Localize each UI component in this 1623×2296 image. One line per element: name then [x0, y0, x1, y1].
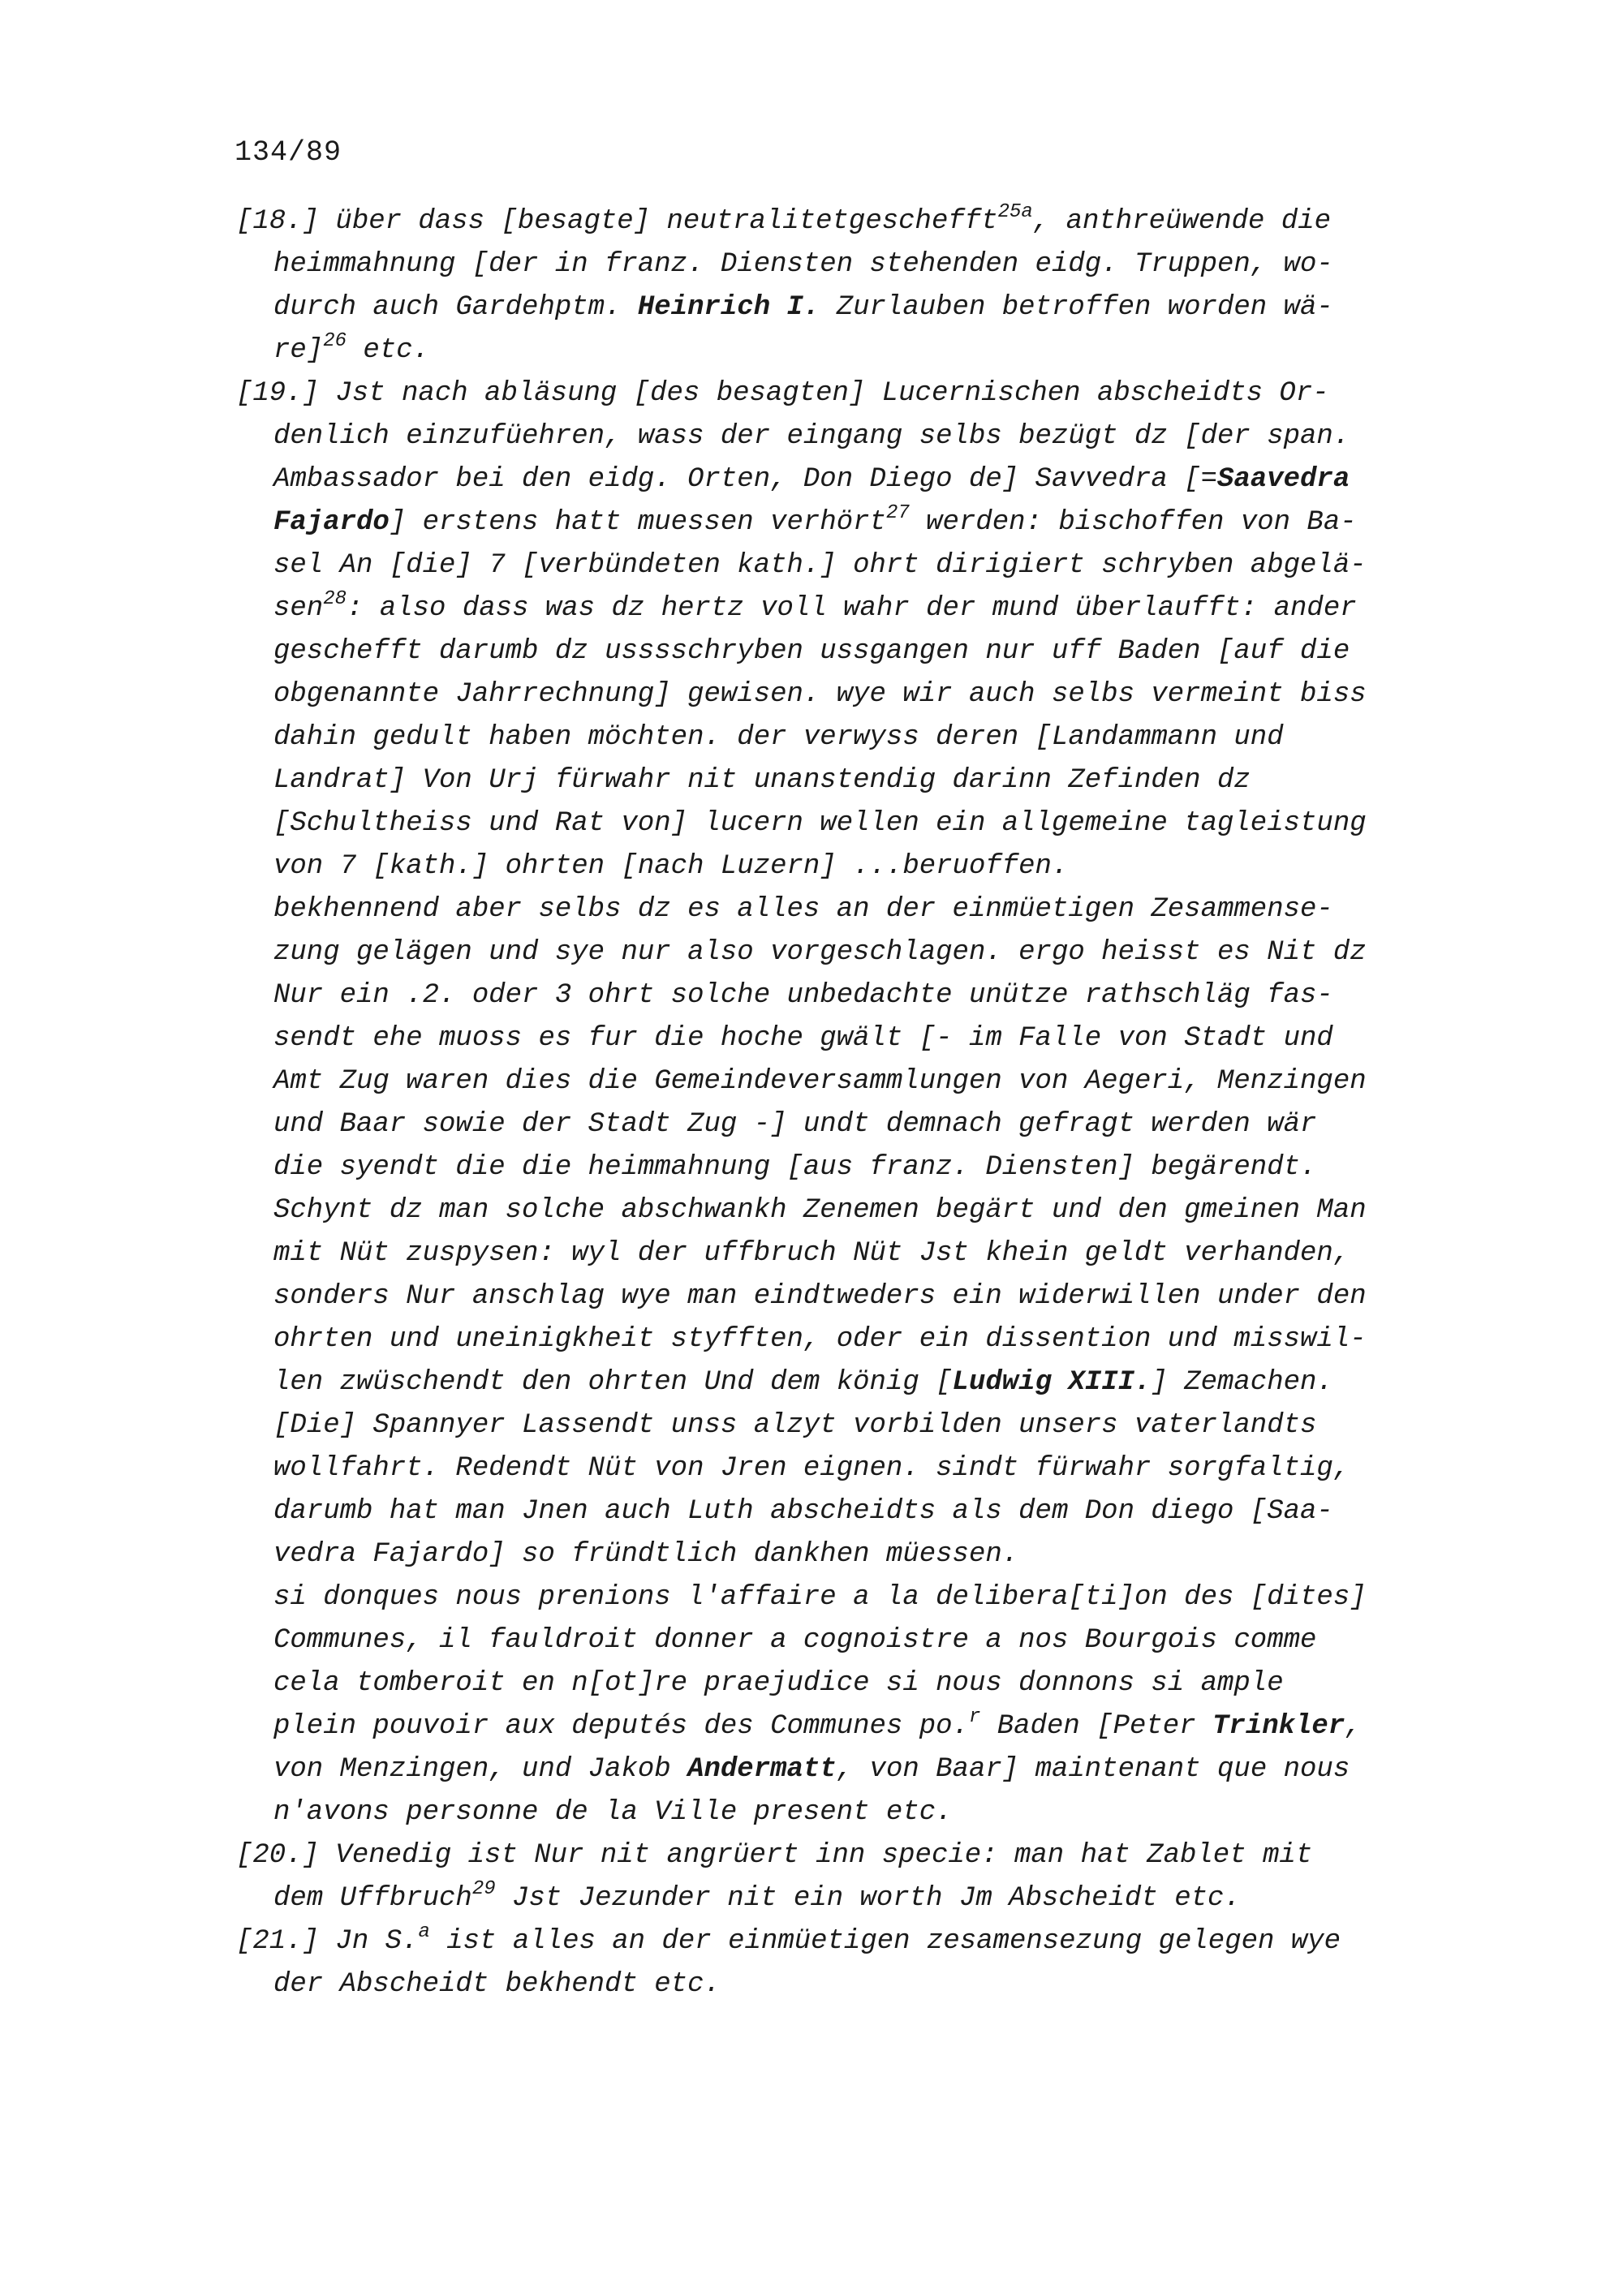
text-line: [236, 759, 1490, 802]
page-number: 134/89: [235, 136, 342, 169]
text-run: [Die] Spannyer Lassendt unss alzyt vorbilden unsers vaterlandts: [273, 1410, 1317, 1441]
text-run: [18.] über dass [besagte] neutralitetgeschefft: [236, 206, 998, 237]
text-run: ] Zemachen.: [1151, 1367, 1333, 1398]
footnote-marker: a: [418, 1921, 430, 1943]
bold-name: Andermatt: [687, 1754, 837, 1785]
text-run: Ambassador bei den eidg. Orten, Don Diego de] Savvedra [=: [273, 464, 1217, 495]
text-run: [19.] Jst nach abläsung [des besagten] Lucernischen abscheidts Or-: [236, 378, 1329, 409]
text-run: zung gelägen und sye nur also vorgeschlagen. ergo heisst es Nit dz: [273, 937, 1367, 968]
paragraph-entry: [236, 1834, 1490, 1920]
text-line: [236, 1275, 1490, 1318]
footnote-marker: r: [968, 1706, 981, 1728]
text-line: [236, 1490, 1490, 1533]
text-run: wollfahrt. Redendt Nüt von Jren eignen. sindt fürwahr sorgfaltig,: [273, 1453, 1350, 1484]
text-run: der Abscheidt bekhendt etc.: [273, 1969, 721, 2000]
bold-name: Fajardo: [273, 507, 390, 538]
text-run: darumb hat man Jnen auch Luth abscheidts als dem Don diego [Saa-: [273, 1496, 1333, 1527]
text-line: [236, 1103, 1490, 1146]
text-line: [236, 1748, 1490, 1791]
text-run: durch auch Gardehptm.: [273, 292, 638, 323]
footnote-marker: 25a: [997, 201, 1033, 223]
text-run: Communes, il fauldroit donner a cognoistre a nos Bourgois comme: [273, 1625, 1317, 1656]
text-run: Landrat] Von Urj fürwahr nit unanstendig darinn Zefinden dz: [273, 765, 1251, 796]
text-run: sel An [die] 7 [verbündeten kath.] ohrt dirigiert schryben abgelä-: [273, 550, 1367, 581]
text-run: Baden [Peter: [980, 1711, 1213, 1742]
text-run: von Menzingen, und Jakob: [273, 1754, 688, 1785]
text-run: n'avons personne de la Ville present etc.: [273, 1797, 953, 1828]
text-line: [236, 1146, 1490, 1189]
text-line: [236, 1318, 1490, 1361]
text-line: [236, 1060, 1490, 1103]
text-line: [236, 1834, 1490, 1877]
text-run: sonders Nur anschlag wye man eindtweders ein widerwillen under den: [273, 1281, 1367, 1312]
text-run: werden: bischoffen von Ba-: [909, 507, 1357, 538]
text-run: : also dass was dz hertz voll wahr der mund überlaufft: ander: [347, 593, 1357, 624]
text-line: [236, 974, 1490, 1017]
text-line: [236, 1232, 1490, 1275]
text-line: [236, 1361, 1490, 1404]
bold-name: Trinkler: [1212, 1711, 1345, 1742]
text-run: sendt ehe muoss es fur die hoche gwält [- im Falle von Stadt und: [273, 1023, 1333, 1054]
text-line: [236, 1705, 1490, 1748]
text-line: [236, 415, 1490, 458]
text-line: [236, 1189, 1490, 1232]
text-run: obgenannte Jahrrechnung] gewisen. wye wir auch selbs vermeint biss: [273, 679, 1367, 710]
text-line: [236, 630, 1490, 673]
text-line: [236, 329, 1490, 372]
text-line: [236, 888, 1490, 931]
text-run: Zurlauben betroffen worden wä-: [820, 292, 1333, 323]
text-run: denlich einzufüehren, wass der eingang selbs bezügt dz [der span.: [273, 421, 1350, 452]
text-run: ist alles an der einmüetigen zesamensezung gelegen wye: [429, 1926, 1341, 1957]
text-line: [236, 243, 1490, 286]
text-run: Amt Zug waren dies die Gemeindeversammlungen von Aegeri, Menzingen: [273, 1066, 1367, 1097]
text-line: [236, 1447, 1490, 1490]
text-run: ] erstens hatt muessen verhört: [389, 507, 886, 538]
text-run: dem Uffbruch: [273, 1883, 472, 1914]
text-line: [236, 200, 1490, 243]
text-line: [236, 1404, 1490, 1447]
text-line: [236, 802, 1490, 845]
text-run: len zwüschendt den ohrten Und dem könig [: [273, 1367, 953, 1398]
text-line: [236, 458, 1490, 501]
text-line: [236, 1791, 1490, 1834]
text-line: [236, 1877, 1490, 1920]
bold-name: Saavedra: [1217, 464, 1350, 495]
text-run: cela tomberoit en n[ot]re praejudice si nous donnons si ample: [273, 1668, 1284, 1699]
text-line: [236, 544, 1490, 587]
text-line: [236, 931, 1490, 974]
text-run: plein pouvoir aux deputés des Communes po.: [273, 1711, 969, 1742]
text-run: dahin gedult haben möchten. der verwyss deren [Landammann und: [273, 722, 1284, 753]
footnote-marker: 29: [471, 1878, 496, 1900]
footnote-marker: 27: [885, 502, 910, 524]
footnote-marker: 28: [323, 588, 347, 610]
text-run: von 7 [kath.] ohrten [nach Luzern] ...beruoffen.: [273, 851, 1069, 882]
text-line: [236, 1963, 1490, 2006]
text-line: [236, 845, 1490, 888]
text-run: [21.] Jn S.: [236, 1926, 419, 1957]
bold-name: Heinrich I.: [637, 292, 820, 323]
text-run: ohrten und uneinigkheit styfften, oder ein dissention und misswil-: [273, 1324, 1367, 1355]
text-run: heimmahnung [der in franz. Diensten stehenden eidg. Truppen, wo-: [273, 249, 1333, 280]
text-run: die syendt die die heimmahnung [aus franz. Diensten] begärendt.: [273, 1152, 1317, 1183]
text-line: [236, 587, 1490, 630]
paragraph-entry: [236, 372, 1490, 1834]
text-run: mit Nüt zuspysen: wyl der uffbruch Nüt Jst khein geldt verhanden,: [273, 1238, 1350, 1269]
text-run: etc.: [347, 335, 430, 366]
text-line: [236, 716, 1490, 759]
bold-name: Ludwig XIII.: [952, 1367, 1152, 1398]
footnote-marker: 26: [323, 330, 347, 352]
text-run: vedra Fajardo] so fründtlich dankhen müessen.: [273, 1539, 1019, 1570]
text-run: [Schultheiss und Rat von] lucern wellen ein allgemeine tagleistung: [273, 808, 1367, 839]
text-line: [236, 501, 1490, 544]
text-run: Schynt dz man solche abschwankh Zenemen begärt und den gmeinen Man: [273, 1195, 1367, 1226]
text-line: [236, 1576, 1490, 1619]
text-line: [236, 673, 1490, 716]
text-run: Jst Jezunder nit ein worth Jm Abscheidt etc.: [495, 1883, 1241, 1914]
text-run: Nur ein .2. oder 3 ohrt solche unbedachte unütze rathschläg fas-: [273, 980, 1333, 1011]
text-line: [236, 286, 1490, 329]
text-run: sen: [273, 593, 324, 624]
paragraph-entry: [236, 200, 1490, 372]
text-run: re]: [273, 335, 324, 366]
text-run: si donques nous prenions l'affaire a la delibera[ti]on des [dites]: [273, 1582, 1367, 1613]
paragraph-entry: [236, 1920, 1490, 2006]
text-run: und Baar sowie der Stadt Zug -] undt demnach gefragt werden wär: [273, 1109, 1317, 1140]
text-run: , von Baar] maintenant que nous: [836, 1754, 1350, 1785]
text-line: [236, 1920, 1490, 1963]
text-line: [236, 1619, 1490, 1662]
document-body: [236, 200, 1490, 2006]
text-line: [236, 1533, 1490, 1576]
text-run: bekhennend aber selbs dz es alles an der einmüetigen Zesammense-: [273, 894, 1333, 925]
text-run: [20.] Venedig ist Nur nit angrüert inn specie: man hat Zablet mit: [236, 1840, 1313, 1871]
text-line: [236, 1662, 1490, 1705]
text-run: ,: [1345, 1711, 1362, 1742]
text-line: [236, 372, 1490, 415]
text-line: [236, 1017, 1490, 1060]
text-run: geschefft darumb dz usssschryben ussgangen nur uff Baden [auf die: [273, 636, 1350, 667]
text-run: , anthreüwende die: [1032, 206, 1332, 237]
